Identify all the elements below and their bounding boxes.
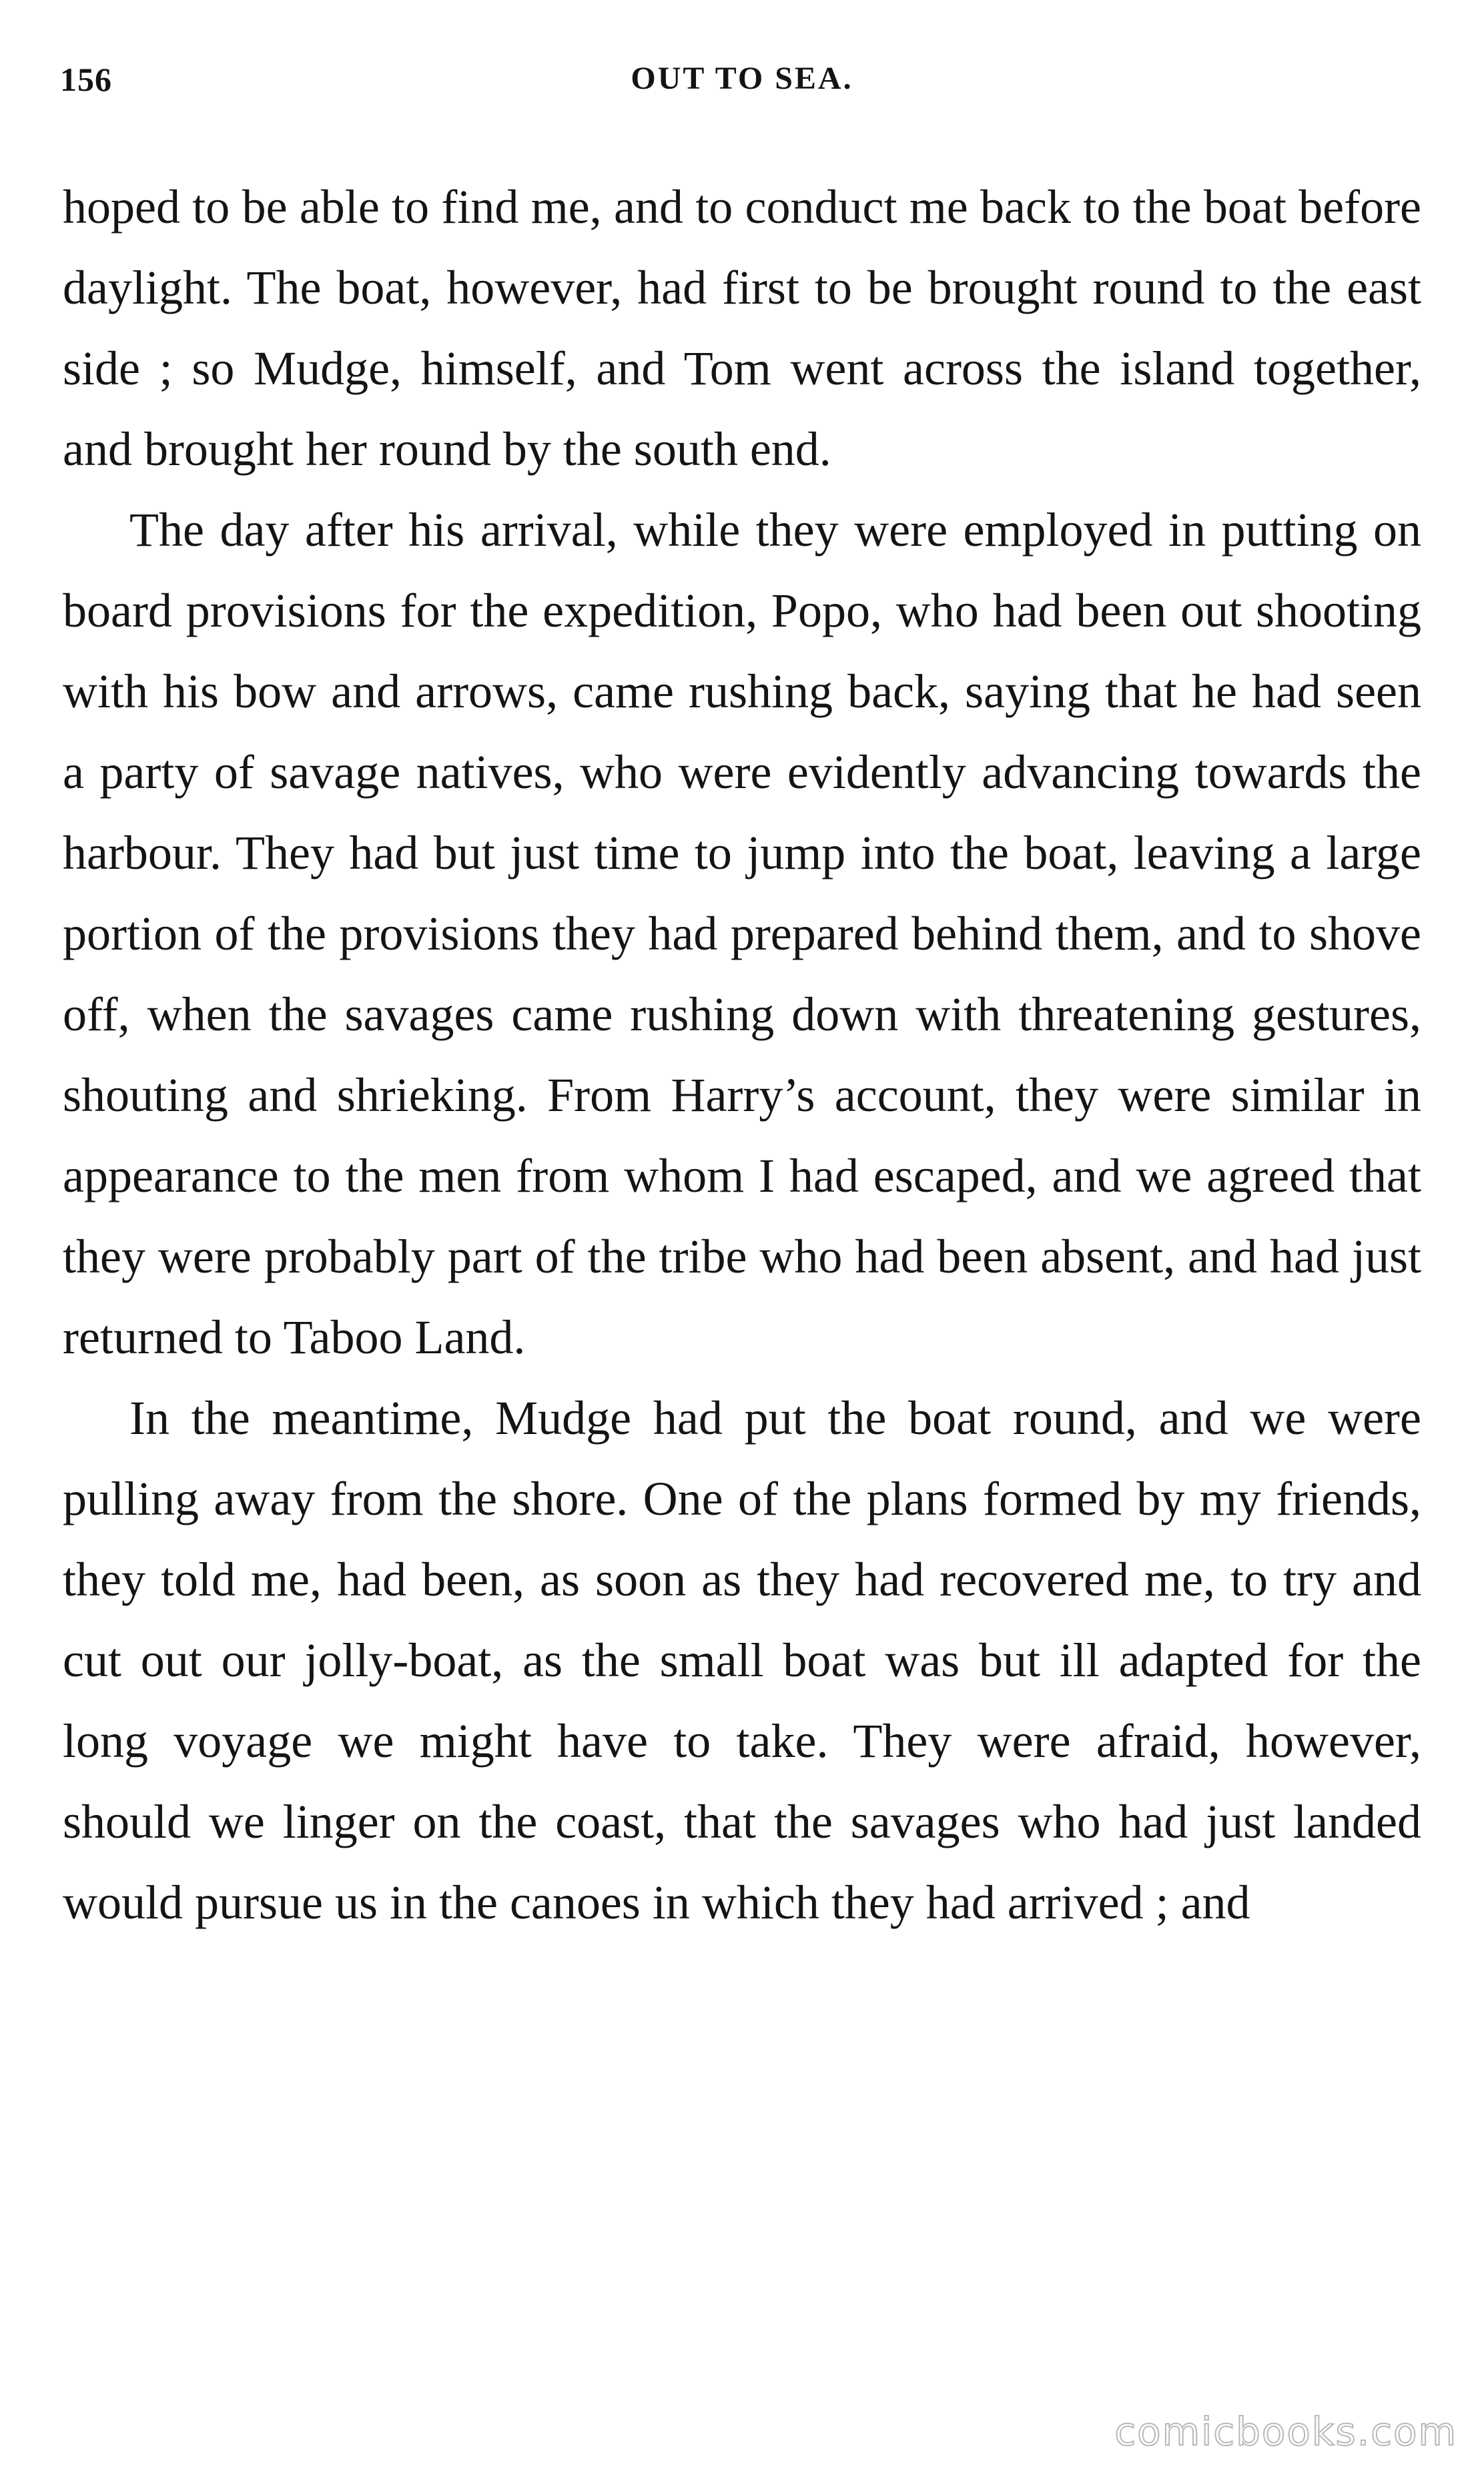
paragraph: The day after his arrival, while they were employed in putting on board provisions for the expedition, Popo, who had been out shooting with his bow and arrows, came rushing back, saying that he had seen a party of savage natives, who were evidently advancing towards the harbour. They had but just time to jump into the boat, leaving a large portion of the provisions they had prepared behind them, and to shove off, when the savages came rushing down with threatening gestures, shouting and shrieking. From Harry’s account, they were similar in appearance to the men from whom I had escaped, and we agreed that they were probably part of the tribe who had been absent, and had just returned to Taboo Land. — [63, 503, 1421, 1364]
page-header — [60, 60, 1424, 107]
running-head: OUT TO SEA. — [631, 61, 853, 96]
watermark: comicbooks.com — [1114, 2409, 1457, 2454]
paragraph: In the meantime, Mudge had put the boat round, and we were pulling away from the shore. One of the plans formed by my friends, they told me, had been, as soon as they had recovered me, to try and cut out our jolly-boat, as the small boat was but ill adapted for the long voyage we might have to take. They were afraid, however, should we linger on the coast, that the savages who had just landed would pursue us in the canoes in which they had arrived ; and — [63, 1391, 1421, 1929]
page-number: 156 — [60, 61, 112, 98]
paragraph-continuation: hoped to be able to find me, and to conduct me back to the boat before daylight. The boat, however, had first to be brought round to the east side ; so Mudge, himself, and Tom went across the island together, and brought her round by the south end. — [63, 180, 1421, 476]
body-text — [63, 167, 1421, 1943]
